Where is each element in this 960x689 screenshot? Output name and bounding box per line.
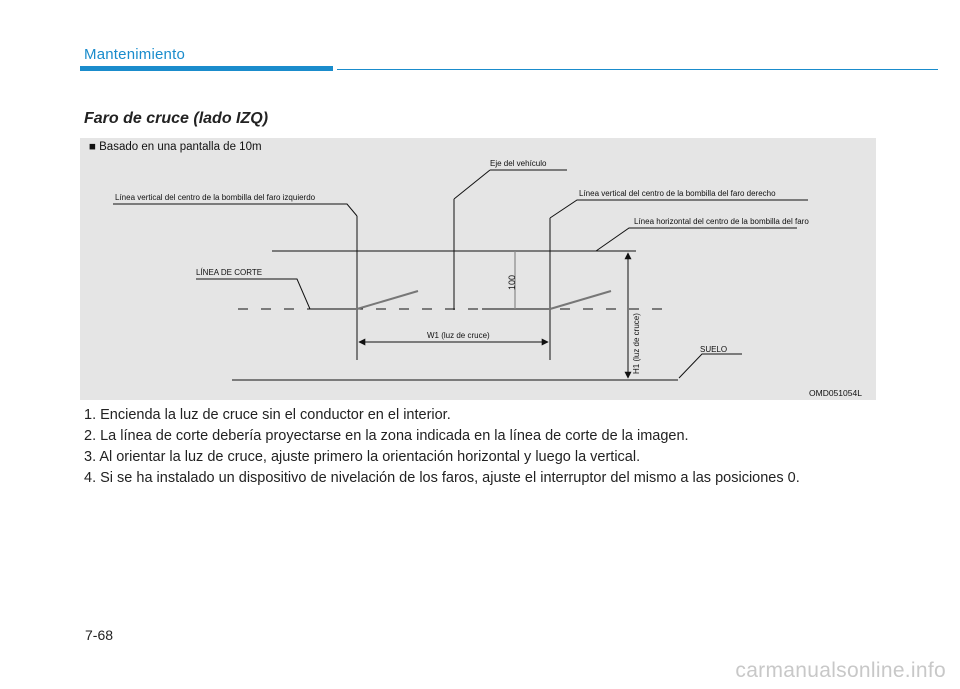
watermark: carmanualsonline.info	[735, 659, 946, 682]
left-vertical-label: Línea vertical del centro de la bombilla del faro izquierdo	[115, 193, 316, 202]
step-2: 2. La línea de corte debería proyectarse en la zona indicada en la línea de corte de la imagen.	[84, 428, 689, 444]
right-beam-rise	[550, 291, 611, 309]
horizontal-center-leader	[596, 228, 797, 251]
instruction-steps	[84, 405, 800, 489]
figure-note: ■ Basado en una pantalla de 10m	[89, 141, 262, 153]
figure-code: OMD051054L	[809, 388, 862, 398]
page-number: 7-68	[85, 627, 114, 643]
ground-leader	[679, 354, 742, 378]
axis-leader	[454, 170, 490, 199]
cutoff-label: LÍNEA DE CORTE	[196, 268, 263, 277]
step-1: 1. Encienda la luz de cruce sin el conductor en el interior.	[84, 407, 451, 423]
step-4: 4. Si se ha instalado un dispositivo de nivelación de los faros, ajuste el interruptor del mismo a las posiciones 0.	[84, 470, 800, 486]
right-vertical-label: Línea vertical del centro de la bombilla del faro derecho	[579, 189, 776, 198]
cutoff-leader	[196, 279, 310, 309]
diagram-svg	[80, 138, 876, 400]
headlight-aim-diagram	[80, 138, 876, 400]
left-vertical-leader	[113, 204, 357, 216]
right-vertical-leader	[550, 200, 808, 218]
w1-label: W1 (luz de cruce)	[427, 331, 490, 340]
header-bar	[80, 66, 333, 71]
horizontal-center-label: Línea horizontal del centro de la bombilla del faro	[634, 217, 809, 226]
left-beam-rise	[357, 291, 418, 309]
step-3: 3. Al orientar la luz de cruce, ajuste primero la orientación horizontal y luego la vertical.	[84, 449, 641, 465]
page-title: Faro de cruce (lado IZQ)	[84, 110, 269, 127]
distance-100-label: 100	[507, 274, 517, 290]
h1-label: H1 (luz de cruce)	[632, 313, 641, 374]
vehicle-axis-label: Eje del vehículo	[490, 159, 547, 168]
section-header: Mantenimiento	[84, 46, 185, 63]
header-rule	[337, 69, 938, 70]
ground-label: SUELO	[700, 345, 728, 354]
